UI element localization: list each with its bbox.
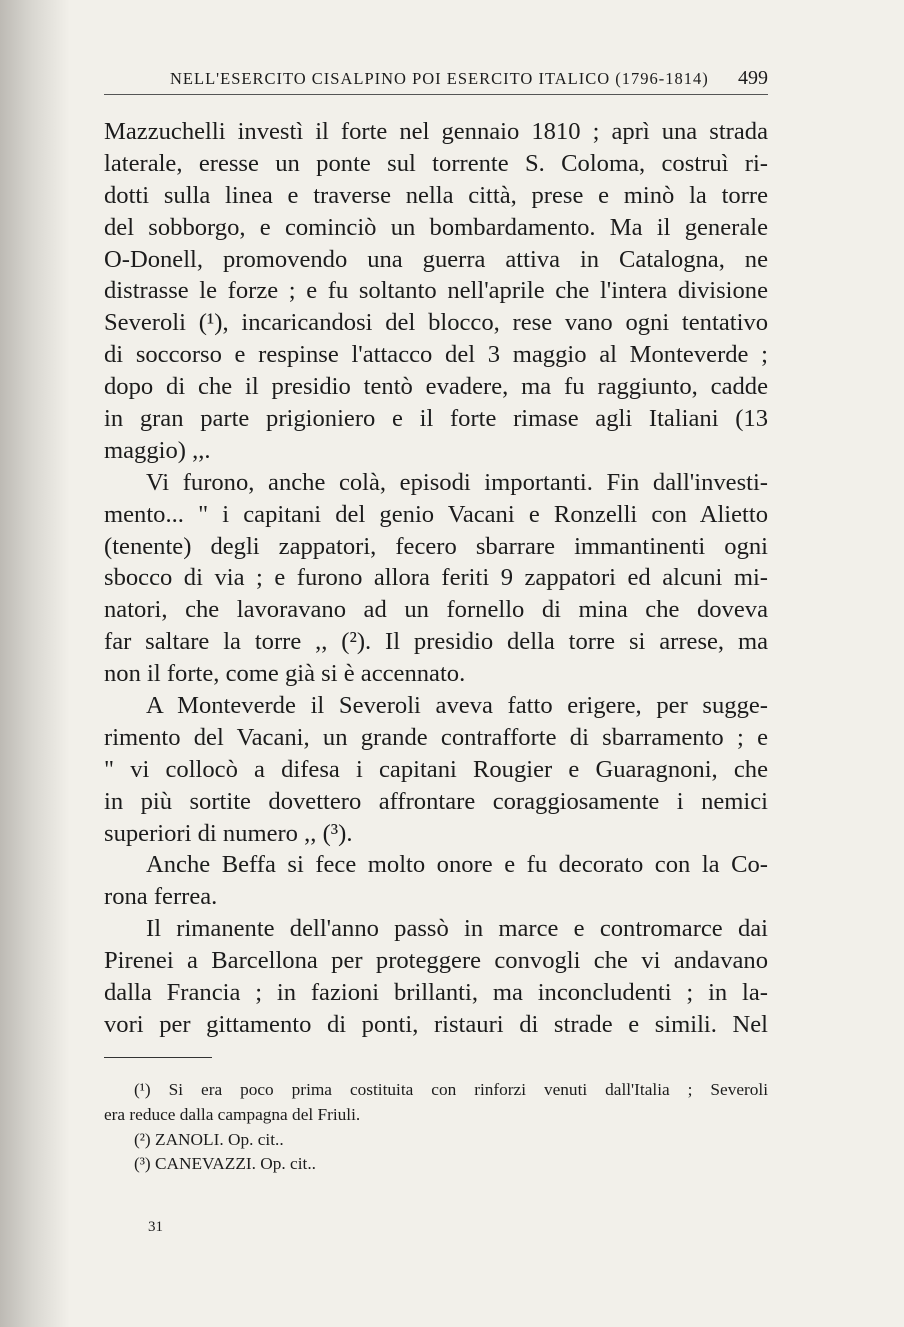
text-line: Severoli (¹), incaricandosi del blocco, rese vano ogni tentativo [104,309,768,337]
book-spine-shadow [0,0,70,1327]
text-line: Vi furono, anche colà, episodi importanti. Fin dall'investi- [146,468,768,496]
text-line: O-Donell, promovendo una guerra attiva in Catalogna, ne [104,245,768,273]
text-line: far saltare la torre ,, (²). Il presidio della torre si arrese, ma [104,628,768,656]
text-line: Pirenei a Barcellona per proteggere convogli che vi andavano [104,947,768,975]
text-line: Mazzuchelli investì il forte nel gennaio 1810 ; aprì una strada [104,118,768,145]
page-number: 499 [738,67,768,89]
text-line: A Monteverde il Severoli aveva fatto erigere, per sugge- [146,692,768,720]
text-line: non il forte, come già si è accennato. [104,660,466,688]
text-line: " vi collocò a difesa i capitani Rougier e Guaragnoni, che [104,755,768,783]
text-line: dotti sulla linea e traverse nella città, prese e minò la torre [104,181,768,209]
footnote-rule [104,1057,212,1058]
text-line: Anche Beffa si fece molto onore e fu decorato con la Co- [146,851,768,879]
text-line: rona ferrea. [104,883,218,911]
text-line: superiori di numero ,, (³). [104,819,353,847]
text-line: rimento del Vacani, un grande contrafforte di sbarramento ; e [104,723,768,751]
text-line: Il rimanente dell'anno passò in marce e contromarce dai [146,915,768,943]
text-line: dalla Francia ; in fazioni brillanti, ma inconcludenti ; in la- [104,979,768,1007]
text-line: del sobborgo, e cominciò un bombardamento. Ma il generale [104,213,768,241]
running-title: NELL'ESERCITO CISALPINO POI ESERCITO ITALICO (1796-1814) [170,69,709,88]
signature-mark: 31 [148,1219,163,1235]
text-line: (tenente) degli zappatori, fecero sbarrare immantinenti ogni [104,532,768,560]
footnote-line: era reduce dalla campagna del Friuli. [104,1104,361,1124]
footnote-line: (³) CANEVAZZI. Op. cit.. [134,1154,316,1174]
footnotes [104,1078,768,1177]
text-line: sbocco di via ; e furono allora feriti 9 zappatori ed alcuni mi- [104,564,768,592]
footnote-line: (²) ZANOLI. Op. cit.. [134,1129,284,1149]
text-line: mento... " i capitani del genio Vacani e Ronzelli con Alietto [104,500,768,528]
text-line: in gran parte prigioniero e il forte rimase agli Italiani (13 [104,405,768,433]
text-line: laterale, eresse un ponte sul torrente S. Coloma, costruì ri- [104,149,768,177]
text-line: in più sortite dovettero affrontare coraggiosamente i nemici [104,787,768,815]
page-header [104,64,768,95]
text-line: natori, che lavoravano ad un fornello di mina che doveva [104,596,768,624]
text-line: vori per gittamento di ponti, ristauri di strade e simili. Nel [104,1010,768,1038]
text-line: maggio) ,,. [104,436,211,464]
main-text [104,116,768,1041]
text-line: dopo di che il presidio tentò evadere, ma fu raggiunto, cadde [104,373,768,401]
text-line: distrasse le forze ; e fu soltanto nell'aprile che l'intera divisione [104,277,768,305]
text-line: di soccorso e respinse l'attacco del 3 maggio al Monteverde ; [104,341,768,369]
footnote-line: (¹) Si era poco prima costituita con rinforzi venuti dall'Italia ; Severoli [134,1080,768,1099]
